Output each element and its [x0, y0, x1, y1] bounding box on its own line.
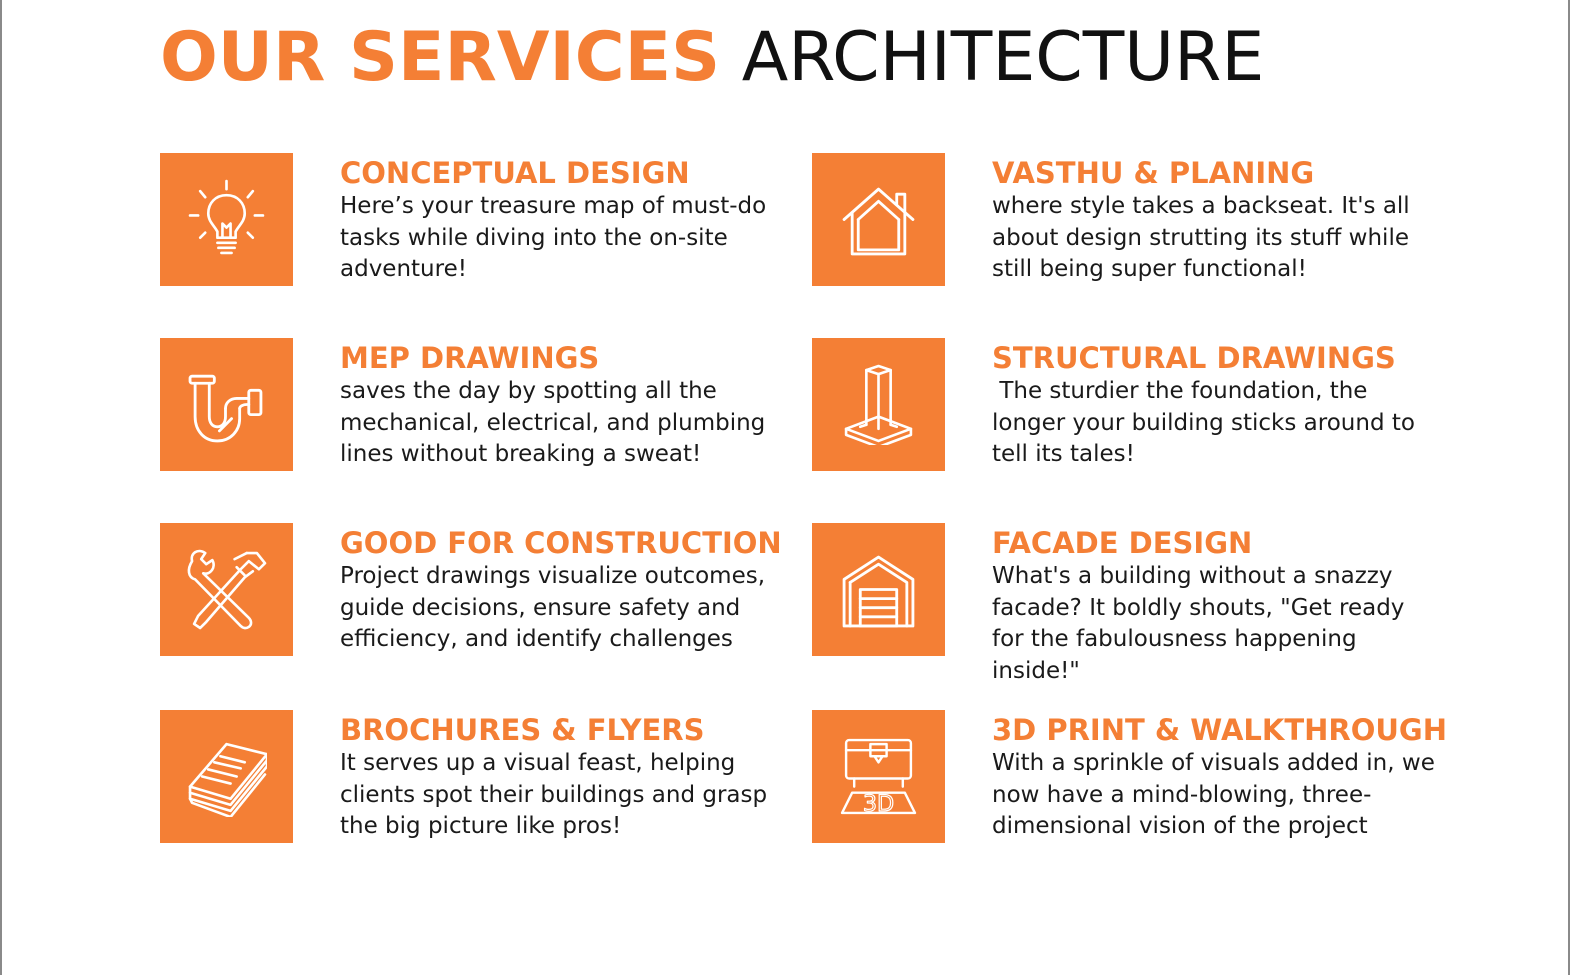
- page-title-accent: OUR SERVICES: [160, 18, 721, 97]
- service-card-conceptual-design: [160, 153, 800, 287]
- service-description: With a sprinkle of visuals added in, we now have a mind-blowing, three-dimensional vision of the project: [992, 750, 1443, 839]
- service-title: FACADE DESIGN: [992, 526, 1253, 560]
- service-description: The sturdier the foundation, the longer your building sticks around to tell its tales!: [992, 378, 1423, 467]
- tools-icon: [186, 549, 267, 630]
- garage-icon: [838, 549, 919, 630]
- service-description: where style takes a backseat. It's all about design strutting its stuff while still being super functional!: [992, 193, 1418, 282]
- column-icon: [838, 364, 919, 445]
- lightbulb-icon: [186, 179, 267, 260]
- service-icon-box: [812, 523, 945, 656]
- service-icon-box: [160, 710, 293, 843]
- service-title: STRUCTURAL DRAWINGS: [992, 341, 1396, 375]
- service-card-facade-design: [812, 523, 1452, 684]
- service-icon-box: [812, 153, 945, 286]
- house-icon: [838, 179, 919, 260]
- service-title: GOOD FOR CONSTRUCTION: [340, 526, 782, 560]
- service-card-vasthu-planing: [812, 153, 1452, 287]
- service-title: CONCEPTUAL DESIGN: [340, 156, 690, 190]
- service-title: VASTHU & PLANING: [992, 156, 1315, 190]
- page-frame-right: [1568, 0, 1570, 975]
- brochure-icon: [186, 736, 267, 817]
- page-title-rest: ARCHITECTURE: [741, 18, 1265, 97]
- service-title: MEP DRAWINGS: [340, 341, 600, 375]
- service-icon-box: [160, 153, 293, 286]
- service-description: Project drawings visualize outcomes, guide decisions, ensure safety and efficiency, and identify challenges: [340, 563, 773, 652]
- service-description: saves the day by spotting all the mechanical, electrical, and plumbing lines without breaking a sweat!: [340, 378, 773, 467]
- 3d-printer-icon: [838, 736, 919, 817]
- service-card-mep-drawings: [160, 338, 800, 472]
- service-card-brochures-flyers: [160, 710, 800, 844]
- service-description: What's a building without a snazzy facade? It boldly shouts, "Get ready for the fabulousness happening inside!": [992, 563, 1412, 684]
- service-icon-box: [812, 338, 945, 471]
- service-description: It serves up a visual feast, helping clients spot their buildings and grasp the big picture like pros!: [340, 750, 775, 839]
- service-card-good-for-construction: [160, 523, 800, 657]
- service-card-structural-drawings: [812, 338, 1452, 472]
- service-icon-box: [160, 523, 293, 656]
- service-card-3d-print-walkthrough: [812, 710, 1452, 844]
- 3d-label: 3D: [862, 790, 895, 817]
- page-title: [160, 20, 1264, 96]
- service-title: 3D PRINT & WALKTHROUGH: [992, 713, 1447, 747]
- page-frame-left: [0, 0, 2, 975]
- service-icon-box: [160, 338, 293, 471]
- service-icon-box: [812, 710, 945, 843]
- pipe-icon: [186, 364, 267, 445]
- service-title: BROCHURES & FLYERS: [340, 713, 705, 747]
- service-description: Here’s your treasure map of must-do tasks while diving into the on-site adventure!: [340, 193, 774, 282]
